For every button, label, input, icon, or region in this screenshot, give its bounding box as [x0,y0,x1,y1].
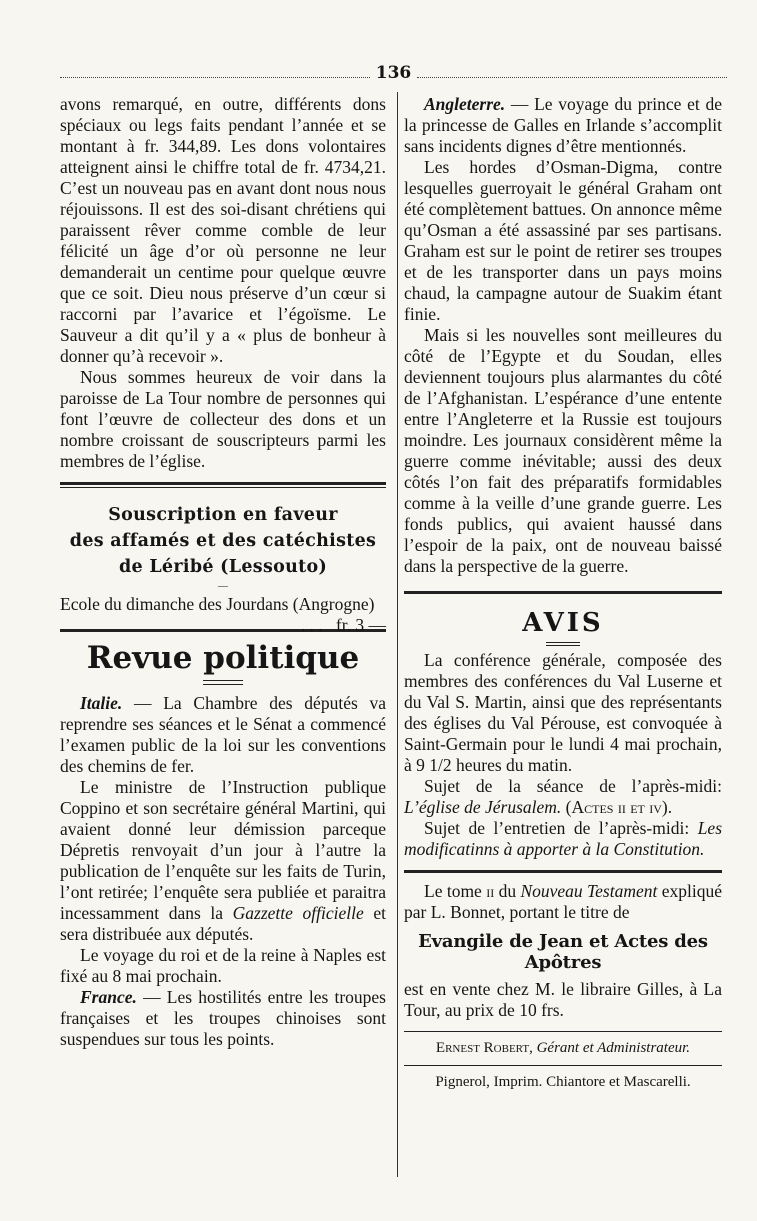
subscription-heading-line-2: des affamés et des catéchistes [69,531,377,551]
sujet-2-value: Les modificatinns à apporter à la Constitution. [404,818,722,859]
angleterre-keyword: Angleterre. [424,94,506,114]
footer-rule-2 [404,1065,722,1066]
vente-paragraph: est en vente chez M. le libraire Gilles, à La Tour, au prix de 10 frs. [404,979,722,1020]
subscription-entry [60,594,386,635]
revue-politique-title: Revue politique [86,640,360,676]
header-dots-right [417,77,727,78]
subscription-entry-amount: fr. 3 — [335,615,386,635]
avis-title: AVIS [522,608,604,638]
hordes-paragraph: Les hordes d’Osman-Digma, contre lesquelles guerroyait le général Graham ont été complètement battues. On annonce même qu’Osman a été assassiné par ses partisans. Graham est sur le point de retirer ses troupes et de les transporter dans un pays moins chaud, la campagne autour de Suakim étant finie. [404,157,722,324]
tome-paragraph: Le tome ii du Nouveau Testament expliqué par L. Bonnet, portant le titre de [404,881,723,922]
france-paragraph: France. — Les hostilités entre les troupes françaises et les troupes chinoises sont suspendues sur tous les points. [60,987,386,1049]
page-number: 136 [375,63,412,83]
section-rule [60,482,386,488]
right-column [404,94,722,1093]
subscription-entry-dots: . . . [300,615,323,635]
subscription-entry-label: Ecole du dimanche des Jourdans (Angrogne) . . . fr. 3 — [60,594,386,635]
section-rule-4 [404,870,722,873]
gerant-line: Ernest Robert, Gérant et Administrateur. [435,1040,691,1056]
header-dots-left [60,77,370,78]
subscription-heading-line-3: de Léribé (Lessouto) [118,557,328,577]
italie-keyword: Italie. [80,693,123,713]
footer-rule [404,1031,722,1032]
sujet-1: Sujet de la séance de l’après-midi: L’église de Jérusalem. (Actes ii et iv). [404,776,722,817]
book-title: Evangile de Jean et Actes des Apôtres [418,931,708,973]
section-rule-3 [404,591,722,594]
left-column: avons remarqué, en outre, différents dons spéciaux ou legs faits pendant l’année et se montant à fr. 344,89. Les dons volontaires atteignent ainsi le chiffre total de fr. 4734,21. C’est un nouveau pas en avant dont nous nous réjouissons. Il est des soi-disant chrétiens qui paraissent rêver comme comble de leur félicité un âge d’or où personne ne leur demanderait un centime pour quelque œuvre que ce soit. Dieu nous préserve d’un cœur si raccorni par l’avarice et l’égoïsme. Le Sauveur a dit qu’il y a « plus de bonheur à donner qu’à recevoir ». Nous sommes heureux de voir dans la paroisse de La Tour nombre de personnes qui font l’œuvre de collecteur des dons et un nombre croissant de souscripteurs parmi les membres de l’église. Souscription en faveur des affamés et des catéchistes de Léribé (Lessouto) — Ecole du dimanche des Jourdans (Angrogne) . . . fr. 3 — Revue politique Italie. — La Chambre des députés va reprendre ses séances et le Sénat a commencé l’examen public de la loi sur les conventions des chemins de fer. Le ministre de l’Instruction publique Coppino et son secrétaire général Martini, qui avaient donné leur démission parceque Dépretis renvoyait d’un jour à l’autre la publication de l’enquête sur les faits de Turin, l’ont retirée; l’enquête sera publiée et paraitra incessamment dans la Gazzette officielle et sera distribuée aux députés. Le voyage du roi et de la reine à Naples est fixé au 8 mai prochain. France. — Les hostilités entre les troupes françaises et les troupes chinoises sont suspendues sur tous les points. [60,94,386,1049]
angleterre-paragraph: Angleterre. — Le voyage du prince et de la princesse de Galles en Irlande s’accomplit sans incidents dignes d’être mentionnés. [404,94,722,156]
title-ornament [203,680,243,685]
italie-paragraph: Italie. — La Chambre des députés va reprendre ses séances et le Sénat a commencé l’examen public de la loi sur les conventions des chemins de fer. [60,693,386,776]
avis-ornament [546,642,580,646]
sujet-1-value: L’église de Jérusalem. [404,797,562,817]
donations-paragraph: avons remarqué, en outre, différents dons spéciaux ou legs faits pendant l’année et se montant à fr. 344,89. Les dons volontaires atteignent ainsi le chiffre total de fr. 4734,21. C’est un nouveau pas en avant dont nous nous réjouissons. Il est des soi-disant chrétiens qui paraissent rêver comme comble de leur félicité un âge d’or où personne ne leur demanderait un centime pour quelque œuvre que ce soit. Dieu nous préserve d’un cœur si raccorni par l’avarice et l’égoïsme. Le Sauveur a dit qu’il y a « plus de bonheur à donner qu’à recevoir ». [60,94,386,366]
voyage-paragraph: Le voyage du roi et de la reine à Naples est fixé au 8 mai prochain. [60,945,386,986]
collectors-paragraph: Nous sommes heureux de voir dans la paroisse de La Tour nombre de personnes qui font l’œuvre de collecteur des dons et un nombre croissant de souscripteurs parmi les membres de l’église. [60,367,386,471]
afghanistan-paragraph: Mais si les nouvelles sont meilleures du côté de l’Egypte et du Soudan, elles deviennent toujours plus alarmantes du côté de l’Afghanistan. L’espérance d’une entente entre l’Angleterre et la Russie est toujours moindre. Les journaux considèrent même la guerre comme inévitable; aussi des deux côtés l’on fait des préparatifs formidables comme à la veille d’une grande guerre. Les fonds publics, qui avaient haussé dans l’espoir de la paix, ont de nouveau baissé dans la perspective de la guerre. [404,325,722,576]
nouveau-testament-title: Nouveau Testament [520,881,658,901]
gazzette-italic: Gazzette officielle [232,903,364,923]
subscription-heading [60,502,386,580]
france-keyword: France. [80,987,137,1007]
subscription-heading-line-1: Souscription en faveur [108,505,338,525]
sujet-2: Sujet de l’entretien de l’après-midi: Les modificatinns à apporter à la Constitution. [404,818,722,859]
page-header [60,62,727,84]
column-divider [397,92,398,1177]
conference-paragraph: La conférence générale, composée des membres des conférences du Val Luserne et du Val S. Martin, ainsi que des représentants des églises du Val Pérouse, est convoquée à Saint-Germain pour le lundi 4 mai prochain, à 9 1/2 heures du matin. [404,650,722,775]
printer-line: Pignerol, Imprim. Chiantore et Mascarelli. [435,1074,691,1090]
ministre-paragraph: Le ministre de l’Instruction publique Coppino et son secrétaire général Martini, qui avaient donné leur démission parceque Dépretis renvoyait d’un jour à l’autre la publication de l’enquête sur les faits de Turin, l’ont retirée; l’enquête sera publiée et paraitra incessamment dans la Gazzette officielle et sera distribuée aux députés. [60,777,386,944]
